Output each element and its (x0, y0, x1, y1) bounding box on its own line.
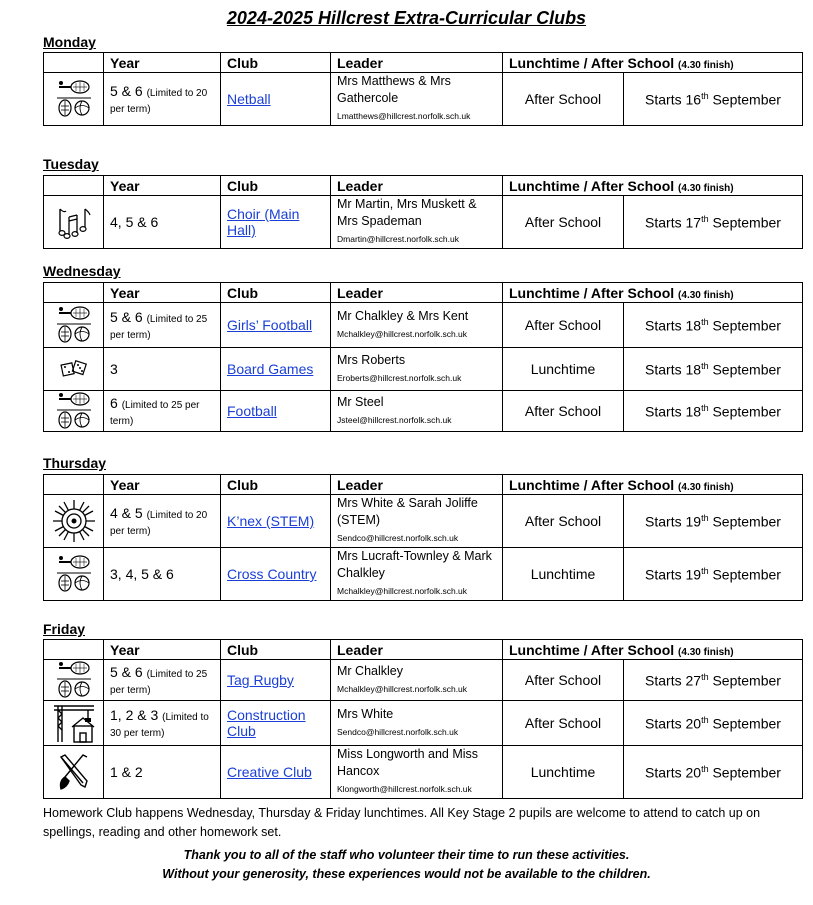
leader-email: Mchalkley@hillcrest.norfolk.sch.uk (337, 586, 468, 596)
icon-header-cell (44, 283, 104, 303)
timing-header (503, 640, 803, 660)
leader-cell (331, 196, 503, 249)
leader-name: Mrs Lucraft-Townley & Mark Chalkley (337, 549, 492, 580)
table-row (44, 196, 803, 249)
dice-icon (44, 357, 103, 381)
club-table-thursday (43, 474, 803, 601)
year-value: 1, 2 & 3 (110, 707, 159, 723)
start-date-cell (624, 495, 803, 548)
club-link[interactable]: Cross Country (227, 566, 317, 582)
start-date-ordinal: th (701, 671, 709, 682)
sports-icon (44, 79, 103, 119)
year-value: 5 & 6 (110, 309, 143, 325)
start-date-cell (624, 660, 803, 701)
leader-header: Leader (331, 640, 503, 660)
start-date-prefix: Starts 18 (645, 317, 702, 334)
leader-email: Sendco@hillcrest.norfolk.sch.uk (337, 533, 459, 543)
club-header: Club (221, 475, 331, 495)
start-date-ordinal: th (701, 402, 709, 413)
icon-header-cell (44, 475, 104, 495)
club-link[interactable]: Construction Club (227, 707, 306, 739)
year-value: 3, 4, 5 & 6 (110, 566, 174, 582)
leader-cell (331, 495, 503, 548)
year-limit-note: (Limited to 20 per term) (110, 88, 208, 115)
timing-header (503, 283, 803, 303)
sports-icon (44, 660, 103, 700)
year-cell (104, 303, 221, 348)
leader-header: Leader (331, 176, 503, 196)
leader-email: Mchalkley@hillcrest.norfolk.sch.uk (337, 683, 468, 694)
club-link[interactable]: Creative Club (227, 764, 312, 780)
table-row (44, 303, 803, 348)
table-row (44, 73, 803, 126)
leader-cell (331, 391, 503, 432)
leader-name: Mr Steel (337, 394, 384, 409)
page-title: 2024-2025 Hillcrest Extra-Curricular Clubs (226, 8, 587, 28)
day-heading-thursday: Thursday (43, 455, 107, 471)
year-cell (104, 660, 221, 701)
year-value: 4, 5 & 6 (110, 214, 159, 230)
club-link[interactable]: Board Games (227, 361, 314, 377)
year-value: 4 & 5 (110, 505, 143, 521)
leader-header: Leader (331, 283, 503, 303)
start-date-cell (624, 701, 803, 746)
day-heading-monday: Monday (43, 34, 96, 50)
table-row (44, 548, 803, 601)
start-date-month: September (708, 566, 781, 583)
table-row (44, 391, 803, 432)
icon-header-cell (44, 640, 104, 660)
club-cell (221, 73, 331, 126)
gear-icon (44, 498, 103, 544)
icon-cell (44, 303, 104, 348)
club-cell (221, 303, 331, 348)
year-cell (104, 701, 221, 746)
timing-header-label: Lunchtime / After School (509, 284, 675, 301)
start-date-month: September (708, 715, 781, 732)
leader-cell (331, 701, 503, 746)
start-date-month: September (708, 91, 781, 108)
timing-cell: Lunchtime (503, 348, 624, 391)
timing-header-note: (4.30 finish) (678, 182, 734, 194)
start-date-prefix: Starts 20 (645, 764, 702, 781)
leader-cell (331, 348, 503, 391)
icon-cell (44, 548, 104, 601)
leader-name: Mrs Matthews & Mrs Gathercole (337, 74, 451, 105)
club-header: Club (221, 283, 331, 303)
leader-cell (331, 660, 503, 701)
club-table-monday (43, 52, 803, 126)
leader-email: Klongworth@hillcrest.norfolk.sch.uk (337, 784, 472, 794)
club-header: Club (221, 176, 331, 196)
club-link[interactable]: Football (227, 403, 277, 419)
leader-email: Lmatthews@hillcrest.norfolk.sch.uk (337, 111, 471, 121)
year-value: 3 (110, 361, 118, 377)
club-cell (221, 348, 331, 391)
icon-cell (44, 746, 104, 799)
start-date-ordinal: th (701, 213, 709, 224)
table-row (44, 746, 803, 799)
club-cell (221, 495, 331, 548)
leader-header: Leader (331, 475, 503, 495)
year-cell (104, 73, 221, 126)
start-date-cell (624, 196, 803, 249)
leader-cell (331, 746, 503, 799)
leader-cell (331, 303, 503, 348)
leader-name: Mr Chalkley (337, 663, 403, 678)
thanks-line-1: Thank you to all of the staff who volunteer their time to run these activities. (183, 848, 630, 862)
club-link[interactable]: K’nex (STEM) (227, 513, 315, 529)
leader-name: Mrs Roberts (337, 352, 406, 367)
year-cell (104, 196, 221, 249)
year-cell (104, 548, 221, 601)
start-date-prefix: Starts 19 (645, 513, 702, 530)
year-header: Year (104, 640, 221, 660)
start-date-ordinal: th (701, 565, 709, 576)
leader-name: Mr Martin, Mrs Muskett & Mrs Spademan (337, 197, 477, 228)
start-date-ordinal: th (701, 316, 709, 327)
club-link[interactable]: Netball (227, 91, 271, 107)
year-limit-note: (Limited to 30 per term) (110, 712, 209, 739)
year-limit-note: (Limited to 20 per term) (110, 510, 208, 537)
timing-cell: After School (503, 303, 624, 348)
club-link[interactable]: Girls’ Football (227, 317, 313, 333)
year-value: 1 & 2 (110, 764, 143, 780)
start-date-prefix: Starts 16 (645, 91, 702, 108)
pencil-brush-icon (44, 753, 103, 791)
start-date-month: September (708, 361, 781, 378)
crane-icon (44, 702, 103, 744)
timing-header-label: Lunchtime / After School (509, 177, 675, 194)
club-cell (221, 196, 331, 249)
start-date-cell (624, 73, 803, 126)
timing-cell: After School (503, 73, 624, 126)
table-row (44, 495, 803, 548)
sports-icon (44, 554, 103, 594)
table-header-row (44, 283, 803, 303)
timing-header-note: (4.30 finish) (678, 289, 734, 301)
icon-cell (44, 701, 104, 746)
leader-email: Dmartin@hillcrest.norfolk.sch.uk (337, 234, 459, 244)
club-table-wednesday (43, 282, 803, 432)
year-header: Year (104, 283, 221, 303)
thanks-line-2: Without your generosity, these experiences would not be available to the children. (162, 867, 651, 881)
timing-header-label: Lunchtime / After School (509, 54, 675, 71)
start-date-month: September (708, 513, 781, 530)
timing-header-note: (4.30 finish) (678, 481, 734, 493)
start-date-ordinal: th (701, 512, 709, 523)
start-date-prefix: Starts 27 (645, 672, 702, 689)
start-date-ordinal: th (701, 714, 709, 725)
club-cell (221, 660, 331, 701)
start-date-ordinal: th (701, 360, 709, 371)
leader-email: Sendco@hillcrest.norfolk.sch.uk (337, 726, 459, 737)
timing-cell: After School (503, 495, 624, 548)
start-date-month: September (708, 764, 781, 781)
sports-icon (44, 391, 103, 431)
club-cell (221, 391, 331, 432)
icon-cell (44, 73, 104, 126)
timing-cell: After School (503, 660, 624, 701)
icon-header-cell (44, 176, 104, 196)
leader-email: Eroberts@hillcrest.norfolk.sch.uk (337, 372, 462, 383)
year-limit-note: (Limited to 25 per term) (110, 314, 208, 341)
year-header: Year (104, 53, 221, 73)
start-date-prefix: Starts 18 (645, 361, 702, 378)
icon-cell (44, 495, 104, 548)
leader-name: Mrs White & Sarah Joliffe (STEM) (337, 496, 478, 527)
start-date-month: September (708, 672, 781, 689)
homework-club-note: Homework Club happens Wednesday, Thursday & Friday lunchtimes. All Key Stage 2 pupils are welcome to attend to catch up on spellings, reading and other homework set. (43, 806, 761, 839)
year-value: 5 & 6 (110, 83, 143, 99)
start-date-prefix: Starts 18 (645, 403, 702, 420)
start-date-ordinal: th (701, 90, 709, 101)
club-header: Club (221, 53, 331, 73)
year-cell (104, 391, 221, 432)
icon-cell (44, 348, 104, 391)
table-row (44, 701, 803, 746)
day-heading-friday: Friday (43, 621, 86, 637)
year-value: 5 & 6 (110, 664, 143, 680)
icon-cell (44, 196, 104, 249)
timing-header (503, 53, 803, 73)
timing-cell: After School (503, 196, 624, 249)
year-limit-note: (Limited to 25 per term) (110, 400, 200, 427)
year-cell (104, 348, 221, 391)
icon-cell (44, 660, 104, 701)
table-row (44, 348, 803, 391)
music-notes-icon (44, 203, 103, 241)
start-date-month: September (708, 317, 781, 334)
leader-cell (331, 73, 503, 126)
club-link[interactable]: Tag Rugby (227, 672, 294, 688)
leader-name: Mr Chalkley & Mrs Kent (337, 308, 469, 323)
leader-email: Jsteel@hillcrest.norfolk.sch.uk (337, 414, 452, 425)
club-link[interactable]: Choir (Main Hall) (227, 206, 300, 238)
leader-name: Mrs White (337, 706, 394, 721)
table-header-row (44, 53, 803, 73)
start-date-prefix: Starts 20 (645, 715, 702, 732)
start-date-prefix: Starts 19 (645, 566, 702, 583)
leader-cell (331, 548, 503, 601)
day-heading-tuesday: Tuesday (43, 156, 99, 172)
club-header: Club (221, 640, 331, 660)
club-table-tuesday (43, 175, 803, 249)
leader-name: Miss Longworth and Miss Hancox (337, 747, 479, 778)
timing-header-label: Lunchtime / After School (509, 641, 675, 658)
timing-cell: After School (503, 701, 624, 746)
timing-cell: After School (503, 391, 624, 432)
timing-header-note: (4.30 finish) (678, 59, 734, 71)
icon-cell (44, 391, 104, 432)
icon-header-cell (44, 53, 104, 73)
day-heading-wednesday: Wednesday (43, 263, 121, 279)
year-limit-note: (Limited to 25 per term) (110, 669, 208, 696)
start-date-cell (624, 391, 803, 432)
timing-header (503, 475, 803, 495)
start-date-cell (624, 548, 803, 601)
start-date-month: September (708, 214, 781, 231)
timing-header-note: (4.30 finish) (678, 646, 734, 658)
year-header: Year (104, 176, 221, 196)
start-date-cell (624, 348, 803, 391)
leader-header: Leader (331, 53, 503, 73)
year-value: 6 (110, 395, 118, 411)
leader-email: Mchalkley@hillcrest.norfolk.sch.uk (337, 328, 468, 339)
club-table-friday (43, 639, 803, 799)
club-cell (221, 548, 331, 601)
start-date-month: September (708, 403, 781, 420)
year-cell (104, 746, 221, 799)
start-date-prefix: Starts 17 (645, 214, 702, 231)
table-header-row (44, 475, 803, 495)
year-header: Year (104, 475, 221, 495)
table-row (44, 660, 803, 701)
club-cell (221, 746, 331, 799)
start-date-ordinal: th (701, 763, 709, 774)
timing-cell: Lunchtime (503, 548, 624, 601)
table-header-row (44, 640, 803, 660)
timing-header (503, 176, 803, 196)
sports-icon (44, 305, 103, 345)
timing-header-label: Lunchtime / After School (509, 476, 675, 493)
timing-cell: Lunchtime (503, 746, 624, 799)
year-cell (104, 495, 221, 548)
club-cell (221, 701, 331, 746)
start-date-cell (624, 303, 803, 348)
start-date-cell (624, 746, 803, 799)
table-header-row (44, 176, 803, 196)
